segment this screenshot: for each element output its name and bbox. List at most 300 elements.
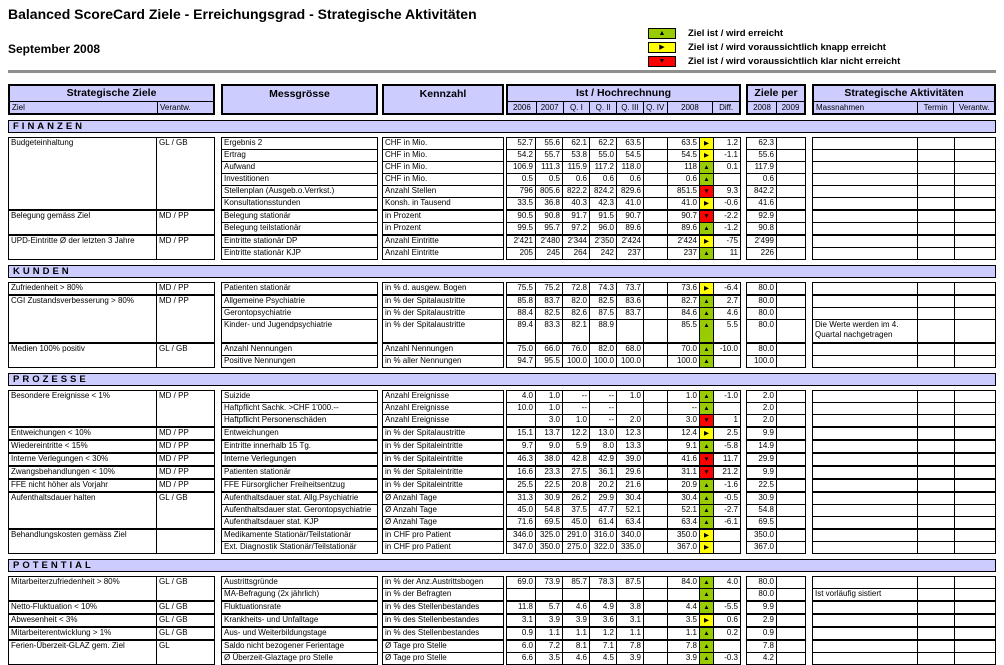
hochrechnung-cell: 367.0 xyxy=(667,542,699,553)
value-cell: 95.5 xyxy=(535,356,562,367)
kennzahl-cell: in % der Spitalaustritte xyxy=(385,428,466,437)
termin-cell xyxy=(917,283,954,294)
kennzahl-block xyxy=(382,210,504,235)
diff-cell: 0.1 xyxy=(713,162,740,173)
value-cell: 7.1 xyxy=(589,641,616,652)
value-cell: 2'480 xyxy=(535,236,562,247)
responsible-cell: MD / PP xyxy=(159,441,189,450)
targets-block xyxy=(746,466,806,479)
massnahme-cell xyxy=(813,162,917,173)
responsible-cell: GL / GB xyxy=(159,138,188,147)
target-2009-cell xyxy=(776,320,805,342)
goal-cell: Behandlungskosten gemäss Ziel xyxy=(9,530,157,553)
messgroesse-cell: Suizide xyxy=(224,391,251,400)
massnahme-verantw-cell xyxy=(954,248,995,259)
massnahme-cell xyxy=(813,415,917,426)
termin-cell xyxy=(917,162,954,173)
right-arrow-icon: ▶ xyxy=(699,542,713,553)
value-cell: 40.3 xyxy=(562,198,589,209)
up-arrow-icon: ▲ xyxy=(699,403,713,414)
activities-block xyxy=(812,343,996,368)
down-arrow-icon: ▼ xyxy=(648,56,676,67)
diff-cell xyxy=(713,589,740,600)
legend-label: Ziel ist / wird erreicht xyxy=(688,27,784,39)
termin-cell xyxy=(917,577,954,588)
value-cell: 75.2 xyxy=(535,283,562,294)
value-cell xyxy=(643,454,667,465)
target-2009-cell xyxy=(776,403,805,414)
responsible-cell: MD / PP xyxy=(159,480,189,489)
goal-block xyxy=(8,627,215,640)
diff-cell xyxy=(713,530,740,541)
value-cell xyxy=(643,320,667,342)
value-cell: 0.9 xyxy=(521,628,533,637)
target-2009-cell xyxy=(776,441,805,452)
target-2009-cell xyxy=(776,174,805,185)
targets-block xyxy=(746,529,806,554)
value-cell: 2'424 xyxy=(616,236,643,247)
value-cell: 1.0 xyxy=(562,415,589,426)
value-cell: 97.2 xyxy=(562,223,589,234)
column-group-title: Strategische Ziele xyxy=(66,87,157,99)
responsible-cell: MD / PP xyxy=(159,467,189,476)
responsible-cell: GL / GB xyxy=(159,344,188,353)
hochrechnung-cell: 4.4 xyxy=(667,602,699,613)
value-cell: 53.8 xyxy=(562,150,589,161)
target-2008-cell: 7.8 xyxy=(762,641,774,650)
diff-cell: -0.3 xyxy=(713,653,740,664)
massnahme-cell xyxy=(813,517,917,528)
right-arrow-icon: ▶ xyxy=(699,236,713,247)
diff-cell: -1.2 xyxy=(713,223,740,234)
diff-cell: 11 xyxy=(713,248,740,259)
hochrechnung-cell: 350.0 xyxy=(667,530,699,541)
massnahme-cell xyxy=(813,530,917,541)
value-cell: 76.0 xyxy=(562,344,589,355)
value-cell: 340.0 xyxy=(616,530,643,541)
value-cell: 82.0 xyxy=(589,344,616,355)
value-cell: 88.4 xyxy=(517,308,533,317)
value-cell: 39.0 xyxy=(616,454,643,465)
value-cell: 29.9 xyxy=(589,493,616,504)
responsible-cell: GL / GB xyxy=(159,628,188,637)
activities-block xyxy=(812,295,996,343)
hochrechnung-cell: 63.4 xyxy=(667,517,699,528)
goal-group xyxy=(8,529,996,554)
kennzahl-cell: Anzahl Stellen xyxy=(385,186,437,195)
hochrechnung-cell: 3.9 xyxy=(667,653,699,664)
goal-block xyxy=(8,492,215,529)
value-cell: 13.0 xyxy=(589,428,616,439)
value-cell: 2.0 xyxy=(616,415,643,426)
values-block xyxy=(506,466,741,479)
value-cell: 6.6 xyxy=(521,653,533,662)
messgroesse-cell: Aufenthaltsdauer stat. Allg.Psychiatrie xyxy=(224,493,359,502)
value-cell: 41.0 xyxy=(616,198,643,209)
kennzahl-cell: in % d. ausgew. Bogen xyxy=(385,283,467,292)
header-strategische-aktivitaeten xyxy=(812,84,996,115)
target-2009-cell xyxy=(776,248,805,259)
kennzahl-cell: Anzahl Eintritte xyxy=(385,248,439,257)
target-2009-cell xyxy=(776,454,805,465)
goal-block xyxy=(8,601,215,614)
value-cell: 42.8 xyxy=(562,454,589,465)
massnahme-cell xyxy=(813,223,917,234)
value-cell: 3.0 xyxy=(535,415,562,426)
messgroesse-block xyxy=(221,576,378,601)
goal-cell: Entweichungen < 10% xyxy=(9,428,157,439)
up-arrow-icon: ▲ xyxy=(699,517,713,528)
messgroesse-block xyxy=(221,492,378,529)
kennzahl-cell: Ø Tage pro Stelle xyxy=(385,653,447,662)
up-arrow-icon: ▲ xyxy=(699,602,713,613)
target-2009-cell xyxy=(776,186,805,197)
value-cell: 55.7 xyxy=(535,150,562,161)
termin-cell xyxy=(917,308,954,319)
massnahme-cell xyxy=(813,198,917,209)
activities-block xyxy=(812,282,996,295)
diff-cell: -1.0 xyxy=(713,391,740,402)
value-cell: 91.5 xyxy=(589,211,616,222)
value-cell xyxy=(643,517,667,528)
messgroesse-cell: Eintritte innerhalb 15 Tg. xyxy=(224,441,312,450)
column-header-ziel-2009: 2009 xyxy=(776,102,804,113)
massnahme-verantw-cell xyxy=(954,653,995,664)
goal-group xyxy=(8,601,996,614)
massnahme-verantw-cell xyxy=(954,602,995,613)
hochrechnung-cell: 84.0 xyxy=(667,577,699,588)
value-cell: 55.0 xyxy=(589,150,616,161)
massnahme-verantw-cell xyxy=(954,641,995,652)
responsible-cell: MD / PP xyxy=(159,454,189,463)
diff-cell: 4.6 xyxy=(713,308,740,319)
up-arrow-icon: ▲ xyxy=(699,641,713,652)
kennzahl-cell: Anzahl Eintritte xyxy=(385,236,439,245)
value-cell: -- xyxy=(562,403,589,414)
section-header: FINANZEN xyxy=(8,120,996,133)
massnahme-cell xyxy=(813,493,917,504)
value-cell xyxy=(643,615,667,626)
values-block xyxy=(506,282,741,295)
value-cell: 47.7 xyxy=(589,505,616,516)
value-cell: 7.8 xyxy=(616,641,643,652)
massnahme-cell xyxy=(813,283,917,294)
target-2008-cell: 80.0 xyxy=(758,589,774,598)
target-2009-cell xyxy=(776,162,805,173)
massnahme-verantw-cell xyxy=(954,577,995,588)
value-cell: 237 xyxy=(616,248,643,259)
messgroesse-block xyxy=(221,343,378,368)
target-2009-cell xyxy=(776,653,805,664)
value-cell: 73.9 xyxy=(535,577,562,588)
messgroesse-cell: Patienten stationär xyxy=(224,283,291,292)
responsible-cell: MD / PP xyxy=(159,391,189,400)
value-cell: 805.6 xyxy=(535,186,562,197)
goal-group xyxy=(8,440,996,453)
kennzahl-block xyxy=(382,479,504,492)
messgroesse-cell: Ext. Diagnostik Stationär/Teilstationär xyxy=(224,542,357,551)
up-arrow-icon: ▲ xyxy=(699,628,713,639)
messgroesse-block xyxy=(221,614,378,627)
massnahme-cell xyxy=(813,248,917,259)
responsible-cell: GL / GB xyxy=(159,577,188,586)
value-cell: 3.8 xyxy=(616,602,643,613)
value-cell: 245 xyxy=(535,248,562,259)
target-2008-cell: 4.2 xyxy=(762,653,774,662)
massnahme-cell xyxy=(813,467,917,478)
legend-item-green xyxy=(648,26,900,40)
hochrechnung-cell: 0.6 xyxy=(667,174,699,185)
kennzahl-cell: CHF in Mio. xyxy=(385,174,428,183)
value-cell: 346.0 xyxy=(512,530,533,539)
massnahme-cell xyxy=(813,441,917,452)
goal-group xyxy=(8,640,996,665)
column-group-title: Ziele per xyxy=(754,87,798,99)
messgroesse-cell: Investitionen xyxy=(224,174,269,183)
kennzahl-cell: in % der Spitaleintritte xyxy=(385,467,463,476)
value-cell: 350.0 xyxy=(535,542,562,553)
value-cell: 83.6 xyxy=(616,296,643,307)
responsible-cell xyxy=(157,530,214,553)
termin-cell xyxy=(917,441,954,452)
value-cell xyxy=(643,198,667,209)
kennzahl-cell: Ø Anzahl Tage xyxy=(385,505,437,514)
activities-block xyxy=(812,640,996,665)
target-2008-cell: 14.9 xyxy=(758,441,774,450)
value-cell: 1.2 xyxy=(589,628,616,639)
target-2008-cell: 29.9 xyxy=(758,454,774,463)
column-header-ziel: Ziel xyxy=(12,103,25,112)
value-cell: 52.7 xyxy=(517,138,533,147)
termin-cell xyxy=(917,615,954,626)
massnahme-cell xyxy=(813,577,917,588)
massnahme-cell xyxy=(813,236,917,247)
value-cell xyxy=(643,415,667,426)
down-arrow-icon: ▼ xyxy=(699,467,713,478)
kennzahl-cell: in % der Spitalaustritte xyxy=(385,320,466,329)
up-arrow-icon: ▲ xyxy=(648,28,676,39)
targets-block xyxy=(746,614,806,627)
messgroesse-block xyxy=(221,479,378,492)
right-arrow-icon: ▶ xyxy=(699,138,713,149)
up-arrow-icon: ▲ xyxy=(699,391,713,402)
value-cell: 73.7 xyxy=(616,283,643,294)
values-block xyxy=(506,235,741,260)
value-cell: 54.2 xyxy=(517,150,533,159)
values-block xyxy=(506,295,741,343)
target-2008-cell: 9.9 xyxy=(762,467,774,476)
kennzahl-block xyxy=(382,640,504,665)
legend-label: Ziel ist / wird voraussichtlich klar nicht erreicht xyxy=(688,55,901,67)
termin-cell xyxy=(917,138,954,149)
messgroesse-block xyxy=(221,601,378,614)
column-header-verantw2: Verantw. xyxy=(953,102,994,113)
value-cell: 96.0 xyxy=(589,223,616,234)
massnahme-verantw-cell xyxy=(954,403,995,414)
termin-cell xyxy=(917,602,954,613)
value-cell: 66.0 xyxy=(535,344,562,355)
messgroesse-cell: Austrittsgründe xyxy=(224,577,278,586)
messgroesse-cell: Kinder- und Jugendpsychiatrie xyxy=(224,320,333,329)
termin-cell xyxy=(917,403,954,414)
value-cell xyxy=(643,428,667,439)
goal-block xyxy=(8,210,215,235)
values-block xyxy=(506,210,741,235)
massnahme-verantw-cell xyxy=(954,223,995,234)
messgroesse-cell: Ertrag xyxy=(224,150,246,159)
goal-cell: CGI Zustandsverbesserung > 80% xyxy=(9,296,157,342)
massnahme-verantw-cell xyxy=(954,296,995,307)
hochrechnung-cell: 237 xyxy=(667,248,699,259)
target-2008-cell: 0.9 xyxy=(762,628,774,637)
right-arrow-icon: ▶ xyxy=(699,530,713,541)
value-cell: 36.8 xyxy=(535,198,562,209)
massnahme-cell xyxy=(813,391,917,402)
diff-cell: -10.0 xyxy=(713,344,740,355)
value-cell: 6.0 xyxy=(521,641,533,650)
termin-cell xyxy=(917,530,954,541)
target-2008-cell: 117.9 xyxy=(754,162,774,171)
messgroesse-block xyxy=(221,282,378,295)
massnahme-verantw-cell xyxy=(954,283,995,294)
diff-cell: -1.6 xyxy=(713,480,740,491)
value-cell: 83.7 xyxy=(535,296,562,307)
messgroesse-cell: Aufenthaltsdauer stat. KJP xyxy=(224,517,319,526)
value-cell: 20.2 xyxy=(589,480,616,491)
targets-block xyxy=(746,427,806,440)
value-cell: 106.9 xyxy=(512,162,533,171)
value-cell: 205 xyxy=(519,248,533,257)
value-cell xyxy=(643,403,667,414)
activities-block xyxy=(812,627,996,640)
value-cell: 91.7 xyxy=(562,211,589,222)
diff-cell: -2.2 xyxy=(713,211,740,222)
value-cell: 42.3 xyxy=(589,198,616,209)
target-2009-cell xyxy=(776,356,805,367)
value-cell xyxy=(643,589,667,600)
value-cell: -- xyxy=(562,391,589,402)
value-cell: 264 xyxy=(562,248,589,259)
column-header-q2: Q. II xyxy=(589,102,616,113)
goal-group xyxy=(8,627,996,640)
goal-block xyxy=(8,576,215,601)
goal-block xyxy=(8,466,215,479)
values-block xyxy=(506,343,741,368)
value-cell xyxy=(643,653,667,664)
hochrechnung-cell: 12.4 xyxy=(667,428,699,439)
value-cell: 13.7 xyxy=(535,428,562,439)
value-cell: 242 xyxy=(589,248,616,259)
kennzahl-cell: in CHF pro Patient xyxy=(385,542,451,551)
massnahme-verantw-cell xyxy=(954,428,995,439)
value-cell: 111.3 xyxy=(535,162,562,173)
diff-cell: -0.6 xyxy=(713,198,740,209)
hochrechnung-cell: 63.5 xyxy=(667,138,699,149)
hochrechnung-cell: 1.0 xyxy=(667,391,699,402)
messgroesse-block xyxy=(221,137,378,210)
values-block xyxy=(506,440,741,453)
massnahme-verantw-cell xyxy=(954,391,995,402)
massnahme-verantw-cell xyxy=(954,628,995,639)
up-arrow-icon: ▲ xyxy=(699,653,713,664)
kennzahl-block xyxy=(382,601,504,614)
kennzahl-cell: in % der Spitalaustritte xyxy=(385,296,466,305)
up-arrow-icon: ▲ xyxy=(699,223,713,234)
value-cell: 63.5 xyxy=(616,138,643,149)
value-cell: 62.1 xyxy=(562,138,589,149)
goal-cell: Ferien-Überzeit-GLAZ gem. Ziel xyxy=(9,641,157,664)
value-cell: 2'344 xyxy=(562,236,589,247)
down-arrow-icon: ▼ xyxy=(699,211,713,222)
hochrechnung-cell: 41.6 xyxy=(667,454,699,465)
massnahme-verantw-cell xyxy=(954,517,995,528)
column-header-2008: 2008 xyxy=(667,102,713,113)
massnahme-verantw-cell xyxy=(954,150,995,161)
termin-cell xyxy=(917,653,954,664)
massnahme-verantw-cell xyxy=(954,138,995,149)
hochrechnung-cell xyxy=(667,589,699,600)
header-ziele-per xyxy=(746,84,806,115)
hochrechnung-cell: 1.1 xyxy=(667,628,699,639)
massnahme-cell xyxy=(813,653,917,664)
hochrechnung-cell: 100.0 xyxy=(667,356,699,367)
value-cell xyxy=(643,248,667,259)
massnahme-cell xyxy=(813,454,917,465)
value-cell: 5.9 xyxy=(562,441,589,452)
messgroesse-cell: Patienten stationär xyxy=(224,467,291,476)
messgroesse-block xyxy=(221,390,378,427)
target-2009-cell xyxy=(776,530,805,541)
target-2008-cell: 54.8 xyxy=(758,505,774,514)
column-header-verantw: Verantw. xyxy=(157,102,213,113)
value-cell: 90.5 xyxy=(517,211,533,220)
messgroesse-cell: Ø Überzeit-Glaztage pro Stelle xyxy=(224,653,333,662)
value-cell xyxy=(643,467,667,478)
messgroesse-cell: Aufenthaltsdauer stat. Gerontopsychiatrie xyxy=(224,505,372,514)
value-cell: 8.1 xyxy=(562,641,589,652)
goal-group xyxy=(8,614,996,627)
value-cell xyxy=(616,320,643,342)
value-cell: 7.2 xyxy=(535,641,562,652)
goal-block xyxy=(8,295,215,343)
table-header xyxy=(8,84,996,115)
diff-cell: -2.7 xyxy=(713,505,740,516)
page-title: Balanced ScoreCard Ziele - Erreichungsgrad - Strategische Aktivitäten xyxy=(8,6,477,22)
messgroesse-cell: Belegung teilstationär xyxy=(224,223,301,232)
value-cell xyxy=(643,223,667,234)
target-2009-cell xyxy=(776,308,805,319)
value-cell: 45.0 xyxy=(517,505,533,514)
termin-cell xyxy=(917,150,954,161)
messgroesse-block xyxy=(221,235,378,260)
kennzahl-cell: Ø Anzahl Tage xyxy=(385,517,437,526)
hochrechnung-cell: 20.9 xyxy=(667,480,699,491)
massnahme-verantw-cell xyxy=(954,186,995,197)
massnahme-verantw-cell xyxy=(954,211,995,222)
up-arrow-icon: ▲ xyxy=(699,505,713,516)
targets-block xyxy=(746,343,806,368)
value-cell xyxy=(643,283,667,294)
value-cell: 29.6 xyxy=(616,467,643,478)
goal-cell: Wiedereintritte < 15% xyxy=(9,441,157,452)
section-header: POTENTIAL xyxy=(8,559,996,572)
targets-block xyxy=(746,295,806,343)
diff-cell xyxy=(713,641,740,652)
value-cell: 30.9 xyxy=(535,493,562,504)
target-2008-cell: 2.0 xyxy=(762,415,774,424)
target-2009-cell xyxy=(776,517,805,528)
target-2009-cell xyxy=(776,391,805,402)
